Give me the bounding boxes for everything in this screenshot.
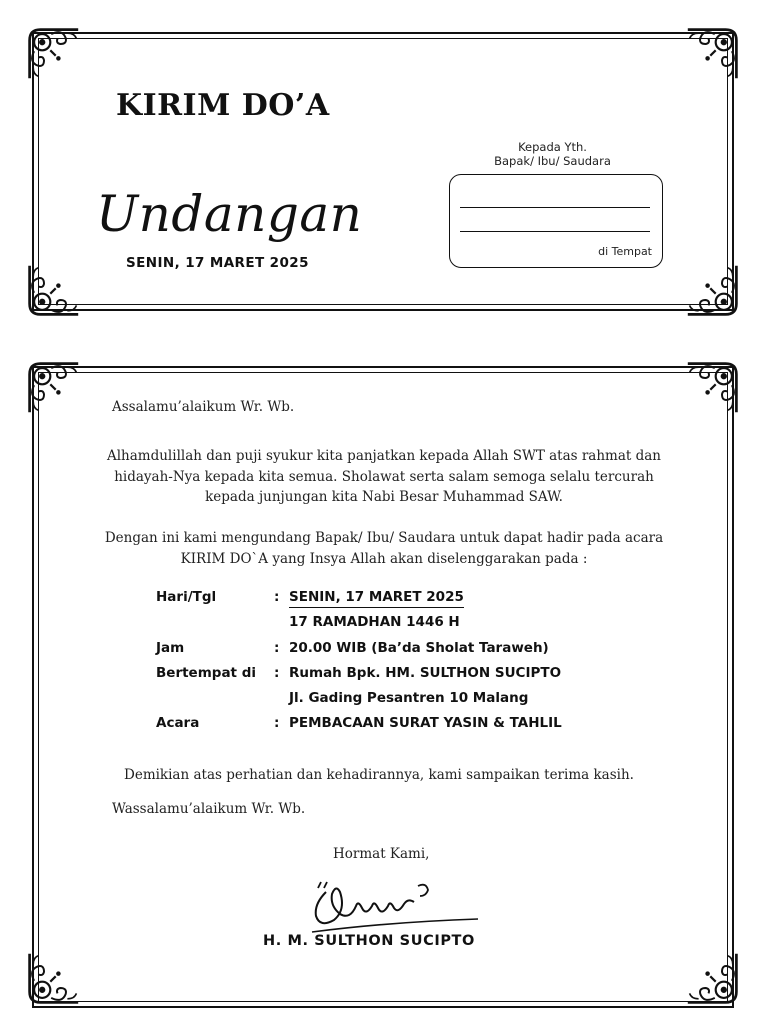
recipient-line2: Bapak/ Ibu/ Saudara xyxy=(494,154,611,168)
signer-name: H. M. SULTHON SUCIPTO xyxy=(263,933,475,949)
event-title: KIRIM DO’A xyxy=(116,88,330,123)
event-label: Acara xyxy=(156,715,200,731)
corner-ornament-icon xyxy=(686,26,740,80)
hijri-date-value: 17 RAMADHAN 1446 H xyxy=(289,614,460,630)
separator: : xyxy=(274,665,280,681)
recipient-line1: Kepada Yth. xyxy=(518,140,587,154)
signature-icon xyxy=(300,862,485,938)
regards-text: Hormat Kami, xyxy=(333,846,430,862)
thanks-text: Demikian atas perhatian dan kehadirannya, kami sampaikan terima kasih. xyxy=(124,767,634,783)
place-label: Bertempat di xyxy=(156,665,256,681)
address-line xyxy=(460,207,650,208)
cover-date: SENIN, 17 MARET 2025 xyxy=(126,255,309,271)
invitation-heading: Undangan xyxy=(96,185,363,243)
opening-paragraph: Alhamdulillah dan puji syukur kita panjatkan kepada Allah SWT atas rahmat dan hidayah-Nya kepada kita semua. Sholawat serta salam semoga selalu tercurah kepada junjungan kita Nabi Besar Muhammad SAW. xyxy=(106,448,662,505)
separator: : xyxy=(274,640,280,656)
separator: : xyxy=(274,715,280,731)
event-value: PEMBACAAN SURAT YASIN & TAHLIL xyxy=(289,715,562,731)
corner-ornament-icon xyxy=(26,264,80,318)
place-address-value: Jl. Gading Pesantren 10 Malang xyxy=(289,690,529,706)
closing-greeting: Wassalamu’alaikum Wr. Wb. xyxy=(112,801,306,817)
date-value: SENIN, 17 MARET 2025 xyxy=(289,589,464,608)
corner-ornament-icon xyxy=(686,360,740,414)
time-label: Jam xyxy=(156,640,185,656)
recipient-header xyxy=(460,140,645,168)
corner-ornament-icon xyxy=(26,360,80,414)
corner-ornament-icon xyxy=(686,952,740,1006)
corner-ornament-icon xyxy=(686,264,740,318)
separator: : xyxy=(274,589,280,605)
time-value: 20.00 WIB (Ba’da Sholat Taraweh) xyxy=(289,640,549,656)
corner-ornament-icon xyxy=(26,952,80,1006)
address-box xyxy=(449,174,663,268)
address-closing: di Tempat xyxy=(598,245,652,258)
opening-greeting: Assalamu’alaikum Wr. Wb. xyxy=(112,399,295,415)
date-label: Hari/Tgl xyxy=(156,589,217,605)
invitation-paragraph: Dengan ini kami mengundang Bapak/ Ibu/ Saudara untuk dapat hadir pada acara KIRIM DO`A yang Insya Allah akan diselenggarakan pada : xyxy=(104,530,664,567)
address-line xyxy=(460,231,650,232)
corner-ornament-icon xyxy=(26,26,80,80)
place-value: Rumah Bpk. HM. SULTHON SUCIPTO xyxy=(289,665,562,681)
cover-panel xyxy=(0,0,768,340)
